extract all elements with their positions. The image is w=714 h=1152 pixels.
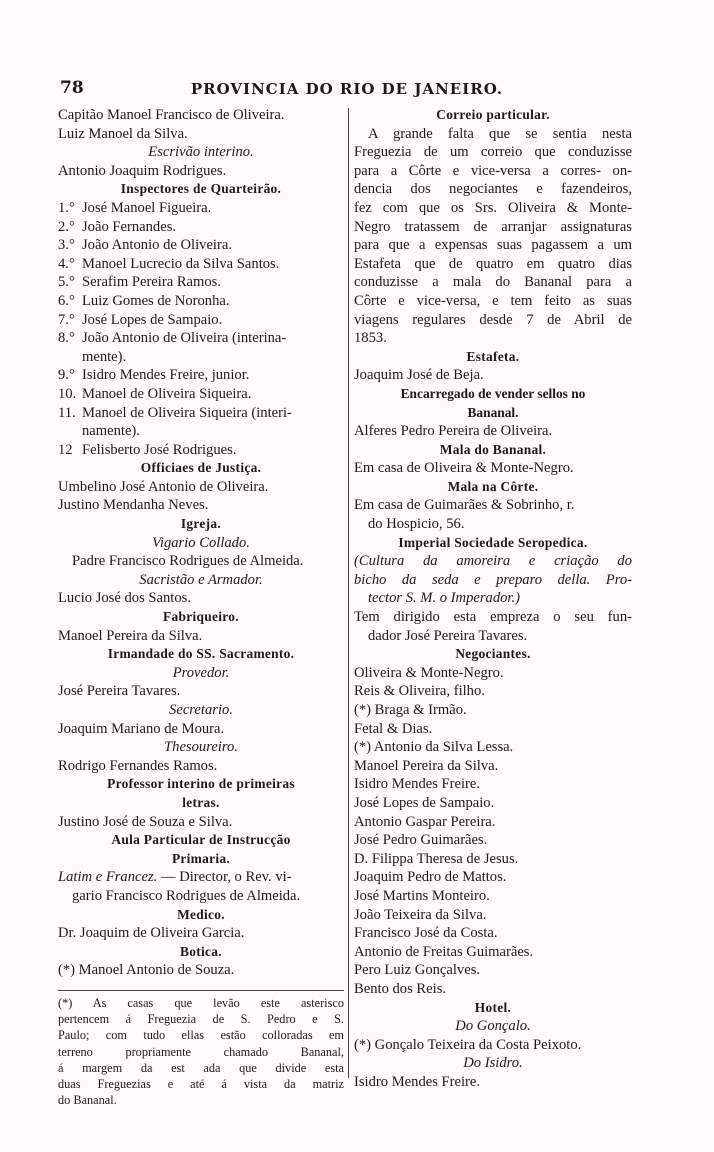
negociante-item: Pero Luiz Gonçalves. (354, 962, 481, 979)
inspector-item (58, 236, 344, 255)
professor-name: Justino José de Souza e Silva. (58, 813, 233, 830)
hotel-heading: Hotel. (474, 999, 512, 1015)
inspector-number: 9.° (58, 367, 75, 384)
imperial-description-line: (Cultura da amoreira e criação do (354, 553, 632, 570)
sellos-heading: Encarregado de vender sellos no (400, 385, 586, 401)
negociante-item: Fetal & Dias. (354, 720, 433, 737)
inspector-number: 11. (58, 404, 76, 421)
hotel-isidro-name: Isidro Mendes Freire. (354, 1073, 481, 1090)
imperial-text-line: dador José Pereira Tavares. (368, 627, 528, 644)
correio-line: para que a expensas suas pagassem a um (354, 237, 632, 254)
igreja-heading: Igreja. (180, 516, 222, 532)
thesoureiro-heading: Thesoureiro. (164, 739, 238, 756)
inspector-number: 1.° (58, 199, 75, 216)
footnote-line: á margem da est ada que divide esta (58, 1060, 344, 1075)
inspector-item (58, 199, 344, 218)
correio-line: fez com que os Srs. Oliveira & Monte- (354, 199, 632, 216)
negociante-item: Oliveira & Monte-Negro. (354, 664, 504, 681)
footnote (58, 990, 344, 1108)
negociantes-heading: Negociantes. (455, 646, 531, 662)
aula-subject: Latim e Francez. (58, 869, 158, 886)
inspector-item (58, 273, 344, 292)
inspector-name: João Antonio de Oliveira. (82, 237, 232, 254)
correio-line: para a Côrte e vice-versa a corres- on- (354, 162, 632, 179)
inspectores-list (58, 199, 344, 459)
inspector-name: Manoel Lucrecio da Silva Santos. (82, 255, 280, 272)
inspector-name-cont: namente). (82, 423, 140, 440)
correio-line: dencia dos negociantes e fazendeiros, (354, 181, 632, 198)
secretario-heading: Secretario. (169, 702, 233, 718)
correio-line: Estafeta que de quatro em quatro dias (354, 255, 632, 272)
inspector-item (58, 255, 344, 274)
negociante-item: Bento dos Reis. (354, 980, 447, 997)
inspector-number: 4.° (58, 255, 75, 272)
mala-corte-text-cont: do Hospicio, 56. (368, 516, 465, 533)
inspector-number: 12 (58, 441, 73, 458)
footnote-line: Paulo; com tudo ellas estão colloradas em (58, 1028, 344, 1043)
hotel-goncalo-heading: Do Gonçalo. (455, 1018, 531, 1035)
official-name: Umbelino José Antonio de Oliveira. (58, 478, 269, 495)
vigario-name: Padre Francisco Rodrigues de Almeida. (72, 553, 304, 570)
inspector-number: 2.° (58, 218, 75, 235)
professor-heading-cont: letras. (182, 794, 220, 810)
vigario-heading: Vigario Collado. (152, 534, 250, 551)
inspector-number: 8.° (58, 330, 75, 347)
inspector-name: José Manoel Figueira. (82, 199, 212, 216)
imperial-text (354, 608, 632, 645)
hotel-isidro-heading: Do Isidro. (463, 1055, 523, 1072)
footnote-line: do Bananal. (58, 1093, 117, 1108)
column-divider (348, 108, 349, 1078)
sacristao-name: Lucio José dos Santos. (58, 590, 191, 607)
negociante-item: João Teixeira da Silva. (354, 906, 487, 923)
inspector-item (58, 404, 344, 423)
sellos-name: Alferes Pedro Pereira de Oliveira. (354, 423, 553, 440)
negociante-item: Isidro Mendes Freire. (354, 776, 481, 793)
correio-line: viagens regulares desde 7 de Abril de (354, 311, 632, 328)
thesoureiro-name: Rodrigo Fernandes Ramos. (58, 757, 218, 774)
negociantes-list (354, 664, 632, 999)
botica-name: (*) Manoel Antonio de Souza. (58, 962, 235, 979)
inspector-name: José Lopes de Sampaio. (82, 311, 223, 328)
negociante-item: Antonio Gaspar Pereira. (354, 813, 496, 830)
fabriqueiro-heading: Fabriqueiro. (163, 609, 239, 625)
luiz-name: Luiz Manoel da Silva. (58, 125, 188, 142)
page-number: 78 (60, 78, 84, 98)
footnote-line: duas Freguezias e até á vista da matriz (58, 1076, 344, 1091)
imperial-text-line: Tem dirigido esta empreza o seu fun- (354, 609, 632, 626)
botica-heading: Botica. (180, 943, 222, 959)
inspector-item (58, 366, 344, 385)
imperial-description-line: tector S. M. o Imperador.) (368, 590, 520, 607)
correio-paragraph (354, 125, 632, 348)
inspector-name: João Antonio de Oliveira (interina- (82, 330, 287, 347)
inspector-item (58, 311, 344, 330)
inspector-item (58, 441, 344, 460)
provedor-name: José Pereira Tavares. (58, 683, 181, 700)
inspector-name-cont: mente). (82, 348, 127, 365)
escrivao-name: Antonio Joaquim Rodrigues. (58, 162, 227, 179)
aula-director-cont: gario Francisco Rodrigues de Almeida. (72, 887, 301, 904)
secretario-name: Joaquim Mariano de Moura. (58, 720, 225, 737)
aula-heading: Aula Particular de Instrucção (111, 832, 291, 848)
page-header (60, 78, 634, 104)
aula-director (58, 868, 344, 887)
officiaes-heading: Officiaes de Justiça. (140, 460, 262, 476)
negociante-item: Francisco José da Costa. (354, 925, 498, 942)
inspector-number: 7.° (58, 311, 75, 328)
irmandade-heading: Irmandade do SS. Sacramento. (107, 646, 295, 662)
correio-line: Negro tratassem de arranjar assignaturas (354, 218, 632, 235)
inspector-number: 5.° (58, 274, 75, 291)
inspector-number: 10. (58, 385, 77, 402)
sellos-heading-cont: Bananal. (467, 404, 519, 420)
inspector-name: Serafim Pereira Ramos. (82, 274, 222, 291)
inspector-name: Isidro Mendes Freire, junior. (82, 367, 250, 384)
professor-heading: Professor interino de primeiras (107, 776, 295, 792)
inspector-item (58, 218, 344, 237)
inspector-name: João Fernandes. (82, 218, 177, 235)
aula-director-text: — Director, o Rev. vi- (157, 869, 292, 886)
negociante-item: José Lopes de Sampaio. (354, 794, 495, 811)
footnote-line: pertencem á Freguezia de S. Pedro e S. (58, 1012, 344, 1027)
provedor-heading: Provedor. (172, 664, 230, 681)
negociante-item: Reis & Oliveira, filho. (354, 683, 485, 700)
correio-line: 1853. (354, 330, 387, 347)
mala-corte-heading: Mala na Côrte. (447, 478, 539, 494)
negociante-item: (*) Braga & Irmão. (354, 702, 467, 718)
inspector-name: Manoel de Oliveira Siqueira. (82, 385, 252, 402)
inspector-name: Manoel de Oliveira Siqueira (interi- (82, 404, 292, 421)
imperial-description (354, 552, 632, 608)
imperial-heading: Imperial Sociedade Seropedica. (398, 534, 588, 550)
left-column (58, 106, 344, 1108)
mala-bananal-text: Em casa de Oliveira & Monte-Negro. (354, 460, 574, 477)
negociante-item: José Martins Monteiro. (354, 887, 490, 904)
mala-corte-text: Em casa de Guimarães & Sobrinho, r. (354, 497, 575, 514)
page-title: PROVINCIA DO RIO DE JANEIRO. (190, 80, 504, 98)
mala-bananal-heading: Mala do Bananal. (439, 441, 547, 457)
correio-line: A grande falta que se sentia nesta (368, 125, 632, 142)
inspector-name: Luiz Gomes de Noronha. (82, 292, 230, 309)
footnote-line: (*) As casas que levão este asterisco (58, 995, 344, 1010)
inspector-number: 6.° (58, 292, 75, 309)
inspector-name: Felisberto José Rodrigues. (82, 441, 237, 458)
correio-line: Freguezia de um correio que conduzisse (354, 144, 632, 161)
negociante-item: (*) Antonio da Silva Lessa. (354, 739, 514, 756)
negociante-item: Antonio de Freitas Guimarães. (354, 943, 534, 960)
inspector-item (58, 385, 344, 404)
inspector-number: 3.° (58, 237, 75, 254)
fabriqueiro-name: Manoel Pereira da Silva. (58, 627, 203, 644)
escrivao-heading: Escrivão interino. (148, 144, 254, 161)
imperial-description-line: bicho da seda e preparo della. Pro- (354, 571, 632, 588)
negociante-item: Manoel Pereira da Silva. (354, 757, 499, 774)
correio-heading: Correio particular. (436, 107, 550, 122)
correio-line: Côrte e vice-versa, e tem feito as suas (354, 292, 632, 309)
captain-name: Capitão Manoel Francisco de Oliveira. (58, 107, 285, 123)
inspector-item (58, 329, 344, 348)
negociante-item: Joaquim Pedro de Mattos. (354, 869, 507, 886)
hotel-goncalo-name: (*) Gonçalo Teixeira da Costa Peixoto. (354, 1036, 582, 1053)
inspector-item (58, 292, 344, 311)
estafeta-heading: Estafeta. (466, 348, 520, 364)
estafeta-name: Joaquim José de Beja. (354, 367, 484, 384)
correio-line: conduzisse a mala do Bananal para a (354, 274, 632, 291)
medico-name: Dr. Joaquim de Oliveira Garcia. (58, 925, 245, 942)
right-column (354, 106, 632, 1091)
sacristao-heading: Sacristão e Armador. (139, 571, 263, 588)
official-name: Justino Mendanha Neves. (58, 497, 209, 514)
inspectores-heading: Inspectores de Quarteirão. (120, 181, 282, 197)
footnote-line: terreno propriamente chamado Bananal, (58, 1044, 344, 1059)
medico-heading: Medico. (177, 906, 225, 922)
negociante-item: José Pedro Guimarães. (354, 832, 488, 849)
aula-heading-cont: Primaria. (171, 850, 231, 866)
negociante-item: D. Filippa Theresa de Jesus. (354, 850, 519, 867)
